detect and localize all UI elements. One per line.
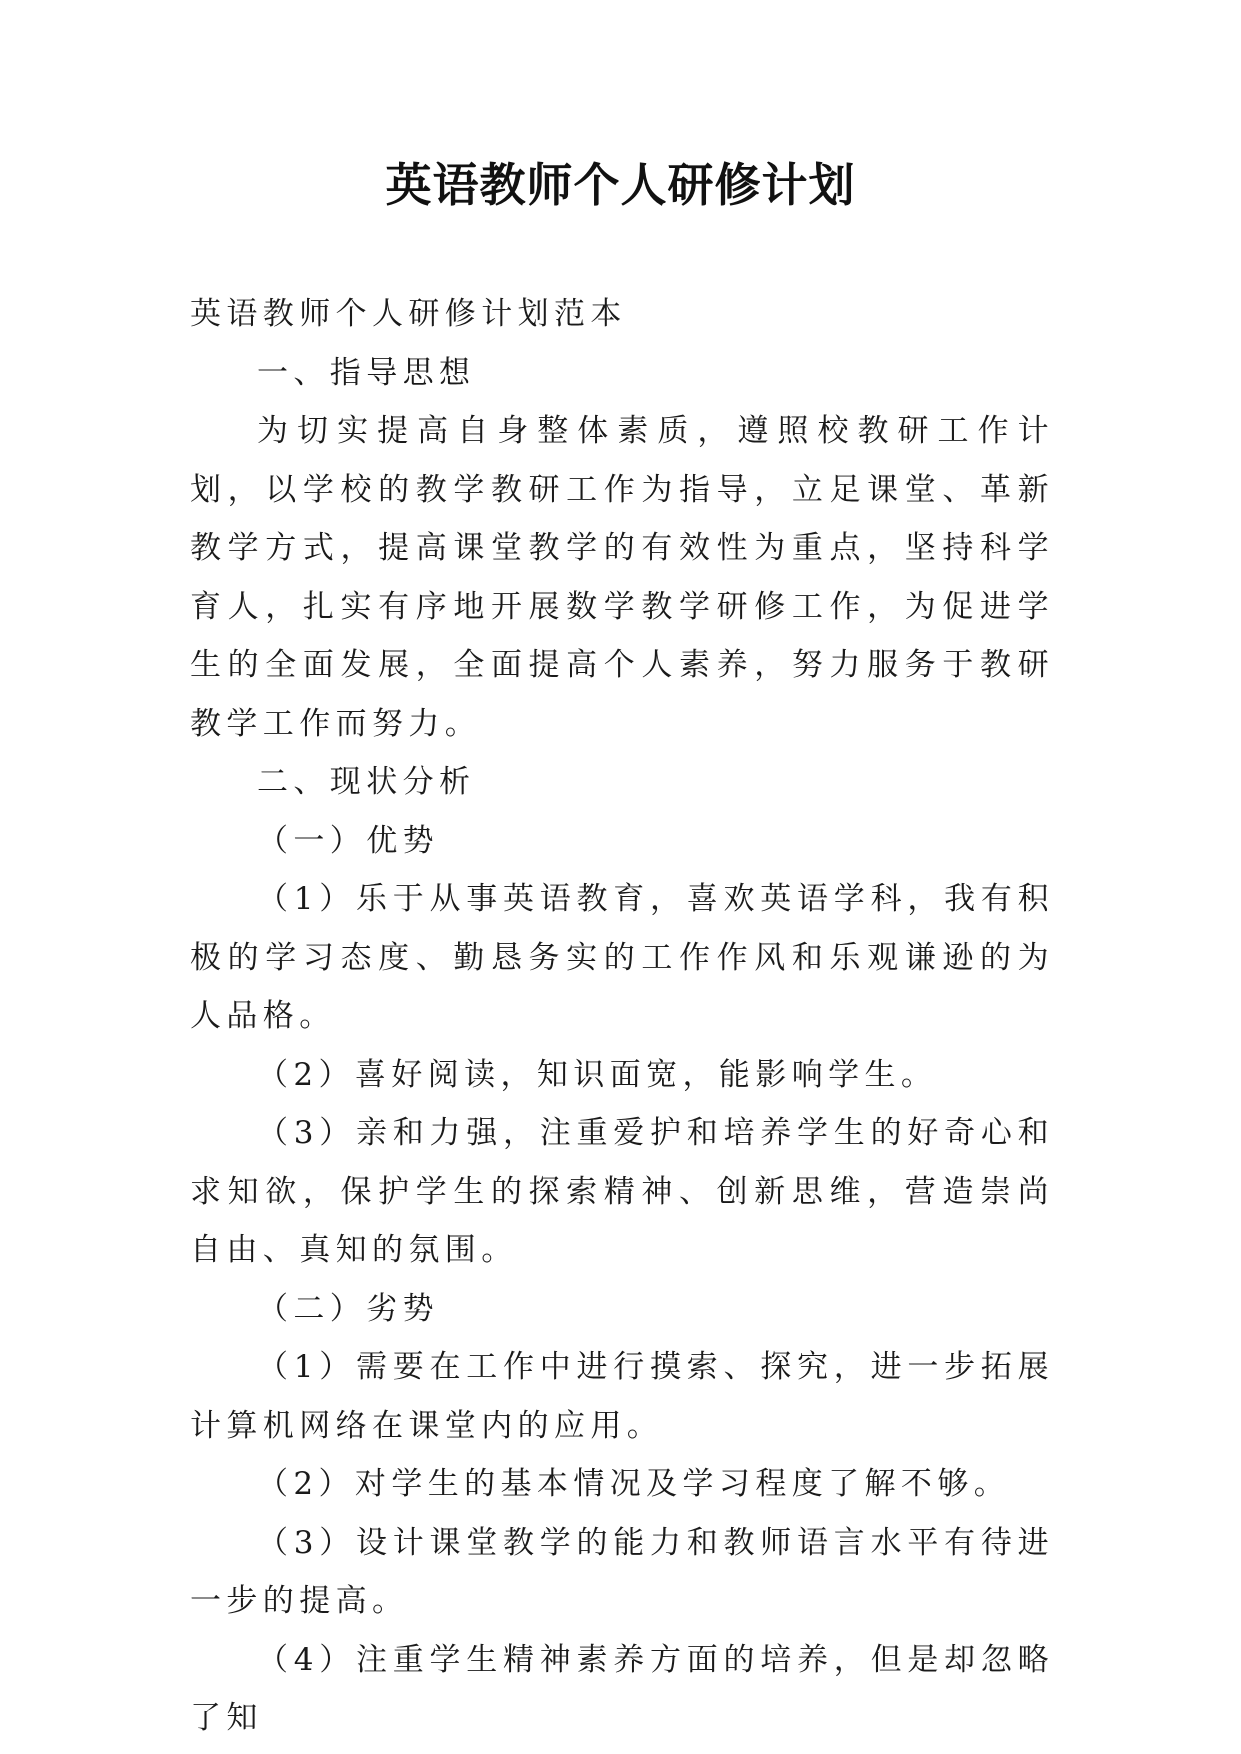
paragraph: 为切实提高自身整体素质，遵照校教研工作计划，以学校的教学教研工作为指导，立足课堂、革新教学方式，提高课堂教学的有效性为重点，坚持科学育人，扎实有序地开展数学教学研修工作，为促进学生的全面发展，全面提高个人素养，努力服务于教研教学工作而努力。 <box>190 413 1054 742</box>
section-heading-guiding-thought: 一、指导思想 <box>257 354 476 391</box>
list-item: （1）乐于从事英语教育，喜欢英语学科，我有积极的学习态度、勤恳务实的工作作风和乐观谦逊的为人品格。 <box>190 881 1054 1034</box>
list-item: （3）亲和力强，注重爱护和培养学生的好奇心和求知欲，保护学生的探索精神、创新思维，营造崇尚自由、真知的氛围。 <box>190 1115 1054 1268</box>
subsection-heading-strengths: （一）优势 <box>257 822 439 859</box>
document-title: 英语教师个人研修计划 <box>385 158 856 212</box>
section-heading-status-analysis: 二、现状分析 <box>257 764 476 800</box>
list-item: （3）设计课堂教学的能力和教师语言水平有待进一步的提高。 <box>190 1524 1054 1619</box>
list-item: （1）需要在工作中进行摸索、探究，进一步拓展计算机网络在课堂内的应用。 <box>190 1349 1054 1444</box>
document-body <box>190 285 1054 1748</box>
list-item: （2）对学生的基本情况及学习程度了解不够。 <box>257 1466 1011 1502</box>
list-item: （2）喜好阅读，知识面宽，能影响学生。 <box>257 1056 938 1093</box>
subsection-heading-weaknesses: （二）劣势 <box>257 1290 439 1327</box>
paragraph: 英语教师个人研修计划范本 <box>190 296 627 332</box>
list-item: （4）注重学生精神素养方面的培养，但是却忽略了知 <box>190 1641 1054 1736</box>
